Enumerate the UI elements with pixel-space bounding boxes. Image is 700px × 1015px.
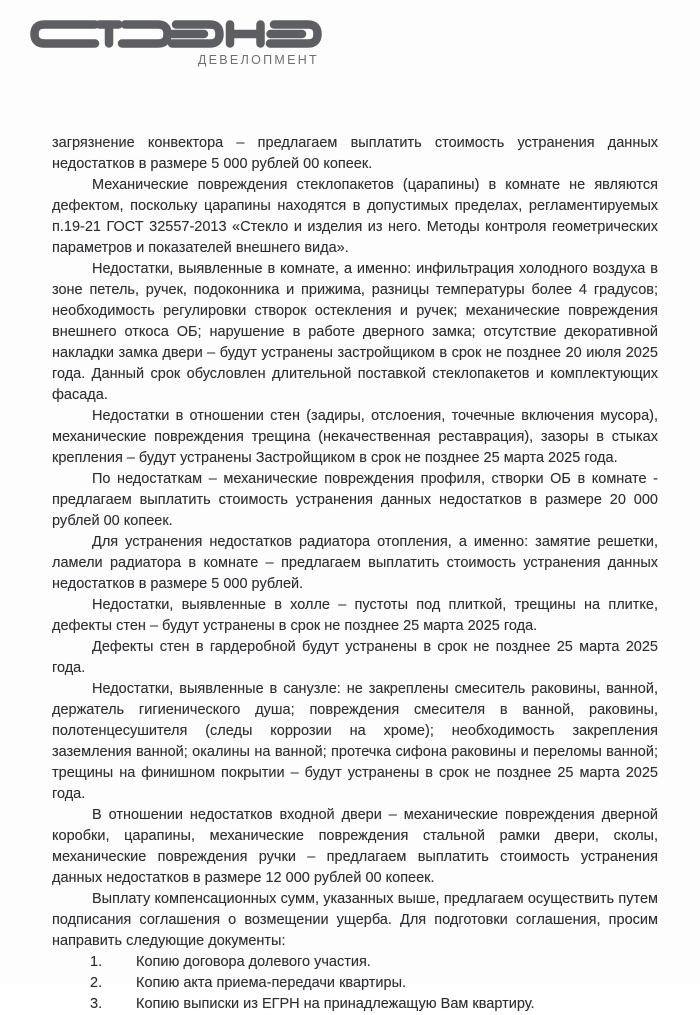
paragraph: Недостатки, выявленные в комнате, а именно: инфильтрация холодного воздуха в зоне петель, ручек, подоконника и прижима, разницы температуры более 4 градусов; необходимость регулировки створок остекления и ручек; механические повреждения внешнего откоса ОБ; нарушение в работе дверного замка; отсутствие декоративной накладки замка двери – будут устранены застройщиком в срок не позднее 20 июля 2025 года. Данный срок обусловлен длительной поставкой стеклопакетов и комплектующих фасада.: [52, 261, 658, 403]
paragraph: Механические повреждения стеклопакетов (царапины) в комнате не являются дефектом, поскольку царапины находятся в допустимых пределах, регламентируемых п.19-21 ГОСТ 32557-2013 «Стекло и изделия из него. Методы контроля геометрических параметров и показателей внешнего вида».: [52, 177, 658, 256]
strana-developer-logo: [30, 20, 320, 67]
paragraph: Дефекты стен в гардеробной будут устранены в срок не позднее 25 марта 2025 года.: [52, 639, 658, 676]
list-item: [52, 994, 658, 1015]
list-item: [52, 952, 658, 973]
strana-logo-mark: [30, 20, 320, 48]
list-item: [52, 973, 658, 994]
logo-subtitle: ДЕВЕЛОПМЕНТ: [197, 53, 319, 67]
document-body: [52, 133, 658, 1015]
documents-list: [52, 952, 658, 1015]
list-item-number: 2.: [90, 975, 103, 991]
list-item-number: 1.: [90, 954, 103, 970]
paragraph: Недостатки, выявленные в санузле: не закреплены смеситель раковины, ванной, держатель гигиенического душа; повреждения смесителя в ванной, раковины, полотенцесушителя (следы коррозии на хроме); необходимость закрепления заземления ванной; окалины на ванной; протечка сифона раковины и переломы ванной; трещины на финишном покрытии – будут устранены в срок не позднее 25 марта 2025 года.: [52, 681, 658, 802]
list-item-text: Копию договора долевого участия.: [136, 954, 371, 970]
paragraph: Выплату компенсационных сумм, указанных выше, предлагаем осуществить путем подписания соглашения о возмещении ущерба. Для подготовки соглашения, просим направить следующие документы:: [52, 891, 658, 949]
paragraph: загрязнение конвектора – предлагаем выплатить стоимость устранения данных недостатков в размере 5 000 рублей 00 копеек.: [52, 135, 658, 172]
list-item-text: Копию выписки из ЕГРН на принадлежащую Вам квартиру.: [136, 996, 535, 1012]
paragraph: Недостатки в отношении стен (задиры, отслоения, точечные включения мусора), механические повреждения трещина (некачественная реставрация), зазоры в стыках крепления – будут устранены Застройщиком в срок не позднее 25 марта 2025 года.: [52, 408, 658, 466]
paragraph: Недостатки, выявленные в холле – пустоты под плиткой, трещины на плитке, дефекты стен – будут устранены в срок не позднее 25 марта 2025 года.: [52, 597, 658, 634]
paragraph: В отношении недостатков входной двери – механические повреждения дверной коробки, царапины, механические повреждения стальной рамки двери, сколы, механические повреждения ручки – предлагаем выплатить стоимость устранения данных недостатков в размере 12 000 рублей 00 копеек.: [52, 807, 658, 886]
paragraph: Для устранения недостатков радиатора отопления, а именно: замятие решетки, ламели радиатора в комнате – предлагаем выплатить стоимость устранения данных недостатков в размере 5 000 рублей.: [52, 534, 658, 592]
list-item-number: 3.: [90, 996, 103, 1012]
list-item-text: Копию акта приема-передачи квартиры.: [136, 975, 407, 991]
paragraph: По недостаткам – механические повреждения профиля, створки ОБ в комнате - предлагаем выплатить стоимость устранения данных недостатков в размере 20 000 рублей 00 копеек.: [52, 471, 658, 529]
